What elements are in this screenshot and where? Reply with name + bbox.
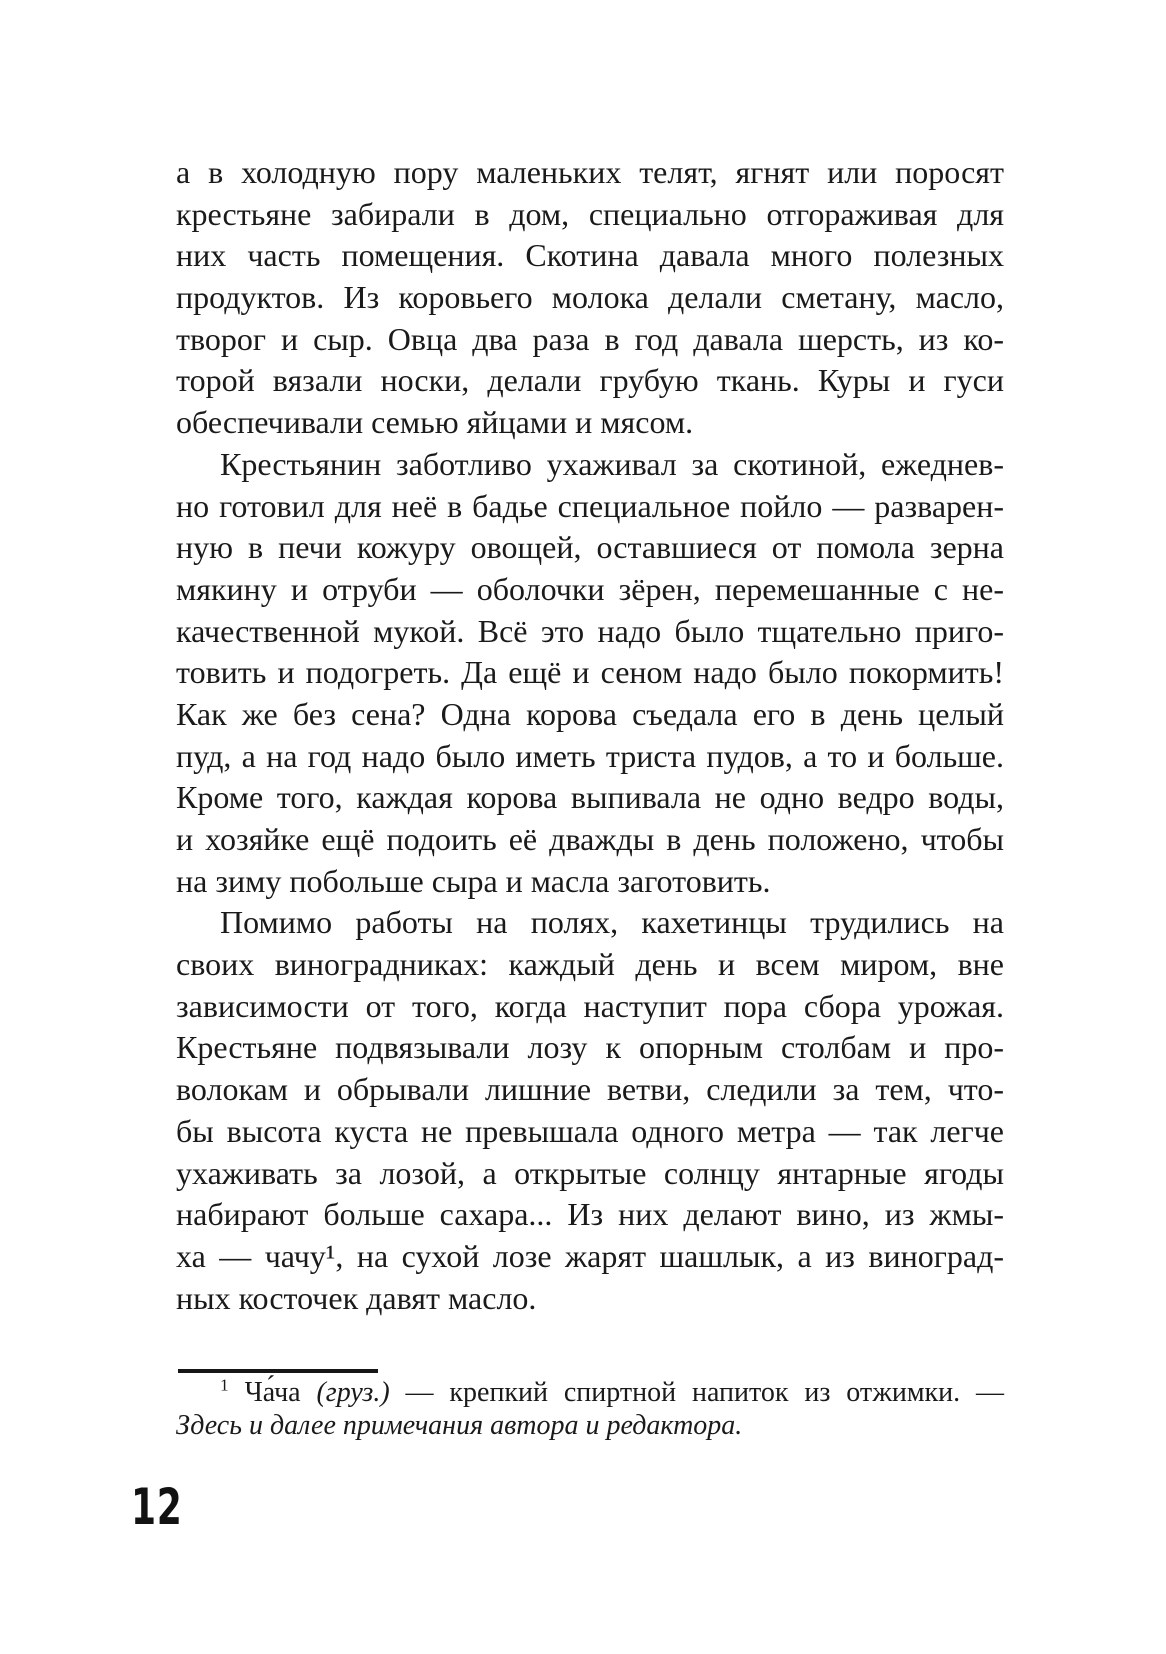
footnote-marker: 1 <box>220 1375 229 1395</box>
footnote-text <box>176 1376 1004 1442</box>
text-line: ных косточек давят масло. <box>176 1279 537 1316</box>
footnote-segment: Здесь и далее примечания автора и редактора. <box>176 1410 743 1441</box>
text-line: Помимо работы на полях, кахетинцы трудились на <box>220 904 1004 941</box>
text-line: пуд, а на год надо было иметь триста пудов, а то и больше. <box>176 737 1004 774</box>
text-line: а в холодную пору маленьких телят, ягнят или поросят <box>176 154 1004 190</box>
text-line: Как же без сена? Одна корова съедала его в день целый <box>176 695 1004 732</box>
text-line: но готовил для неё в бадье специальное пойло — разварен- <box>176 487 1004 524</box>
footnote-segment: (груз.) <box>316 1377 390 1408</box>
text-line: Крестьянин заботливо ухаживал за скотиной, ежеднев- <box>220 445 1004 482</box>
footnote-segment: — крепкий спиртной напиток из отжимки. — <box>389 1377 1004 1408</box>
footnote-line <box>176 1409 1004 1442</box>
footnote-line <box>176 1376 1004 1409</box>
text-line: ную в печи кожуру овощей, оставшиеся от помола зерна <box>176 529 1004 566</box>
body-text <box>176 152 1004 1319</box>
text-line: зависимости от того, когда наступит пора сбора урожая. <box>176 987 1004 1024</box>
text-line: на зиму побольше сыра и масла заготовить. <box>176 862 771 899</box>
text-line: ухаживать за лозой, а открытые солнцу янтарные ягоды <box>176 1154 1004 1191</box>
text-line: торой вязали носки, делали грубую ткань. Куры и гуси <box>176 362 1004 399</box>
text-line: мякину и отруби — оболочки зёрен, перемешанные с не- <box>176 570 1004 607</box>
text-line: бы высота куста не превышала одного метра — так легче <box>176 1112 1004 1149</box>
text-line: и хозяйке ещё подоить её дважды в день положено, чтобы <box>176 821 1004 857</box>
text-line: Кроме того, каждая корова выпивала не одно ведро воды, <box>176 779 1004 816</box>
text-line: творог и сыр. Овца два раза в год давала шерсть, из ко- <box>176 320 1004 357</box>
footnote-rule <box>178 1369 378 1373</box>
text-line: обеспечивали семью яйцами и мясом. <box>176 404 694 441</box>
text-line: товить и подогреть. Да ещё и сеном надо было покормить! <box>176 654 1004 691</box>
page-number: 12 <box>131 1478 183 1536</box>
text-line: своих виноградниках: каждый день и всем миром, вне <box>176 946 1004 983</box>
text-line: Крестьяне подвязывали лозу к опорным столбам и про- <box>176 1029 1004 1066</box>
text-line: крестьяне забирали в дом, специально отгораживая для <box>176 195 1004 232</box>
text-line: них часть помещения. Скотина давала много полезных <box>176 237 1004 274</box>
text-line: набирают больше сахара... Из них делают вино, из жмы- <box>176 1196 1004 1233</box>
text-line: волокам и обрывали лишние ветви, следили за тем, что- <box>176 1071 1004 1108</box>
text-line: продуктов. Из коровьего молока делали сметану, масло, <box>176 279 1004 316</box>
text-line: качественной мукой. Всё это надо было тщательно приго- <box>176 612 1004 649</box>
text-line: ха — чачу¹, на сухой лозе жарят шашлык, а из виноград- <box>176 1237 1004 1274</box>
footnote-segment: Ча́ча <box>228 1377 317 1408</box>
